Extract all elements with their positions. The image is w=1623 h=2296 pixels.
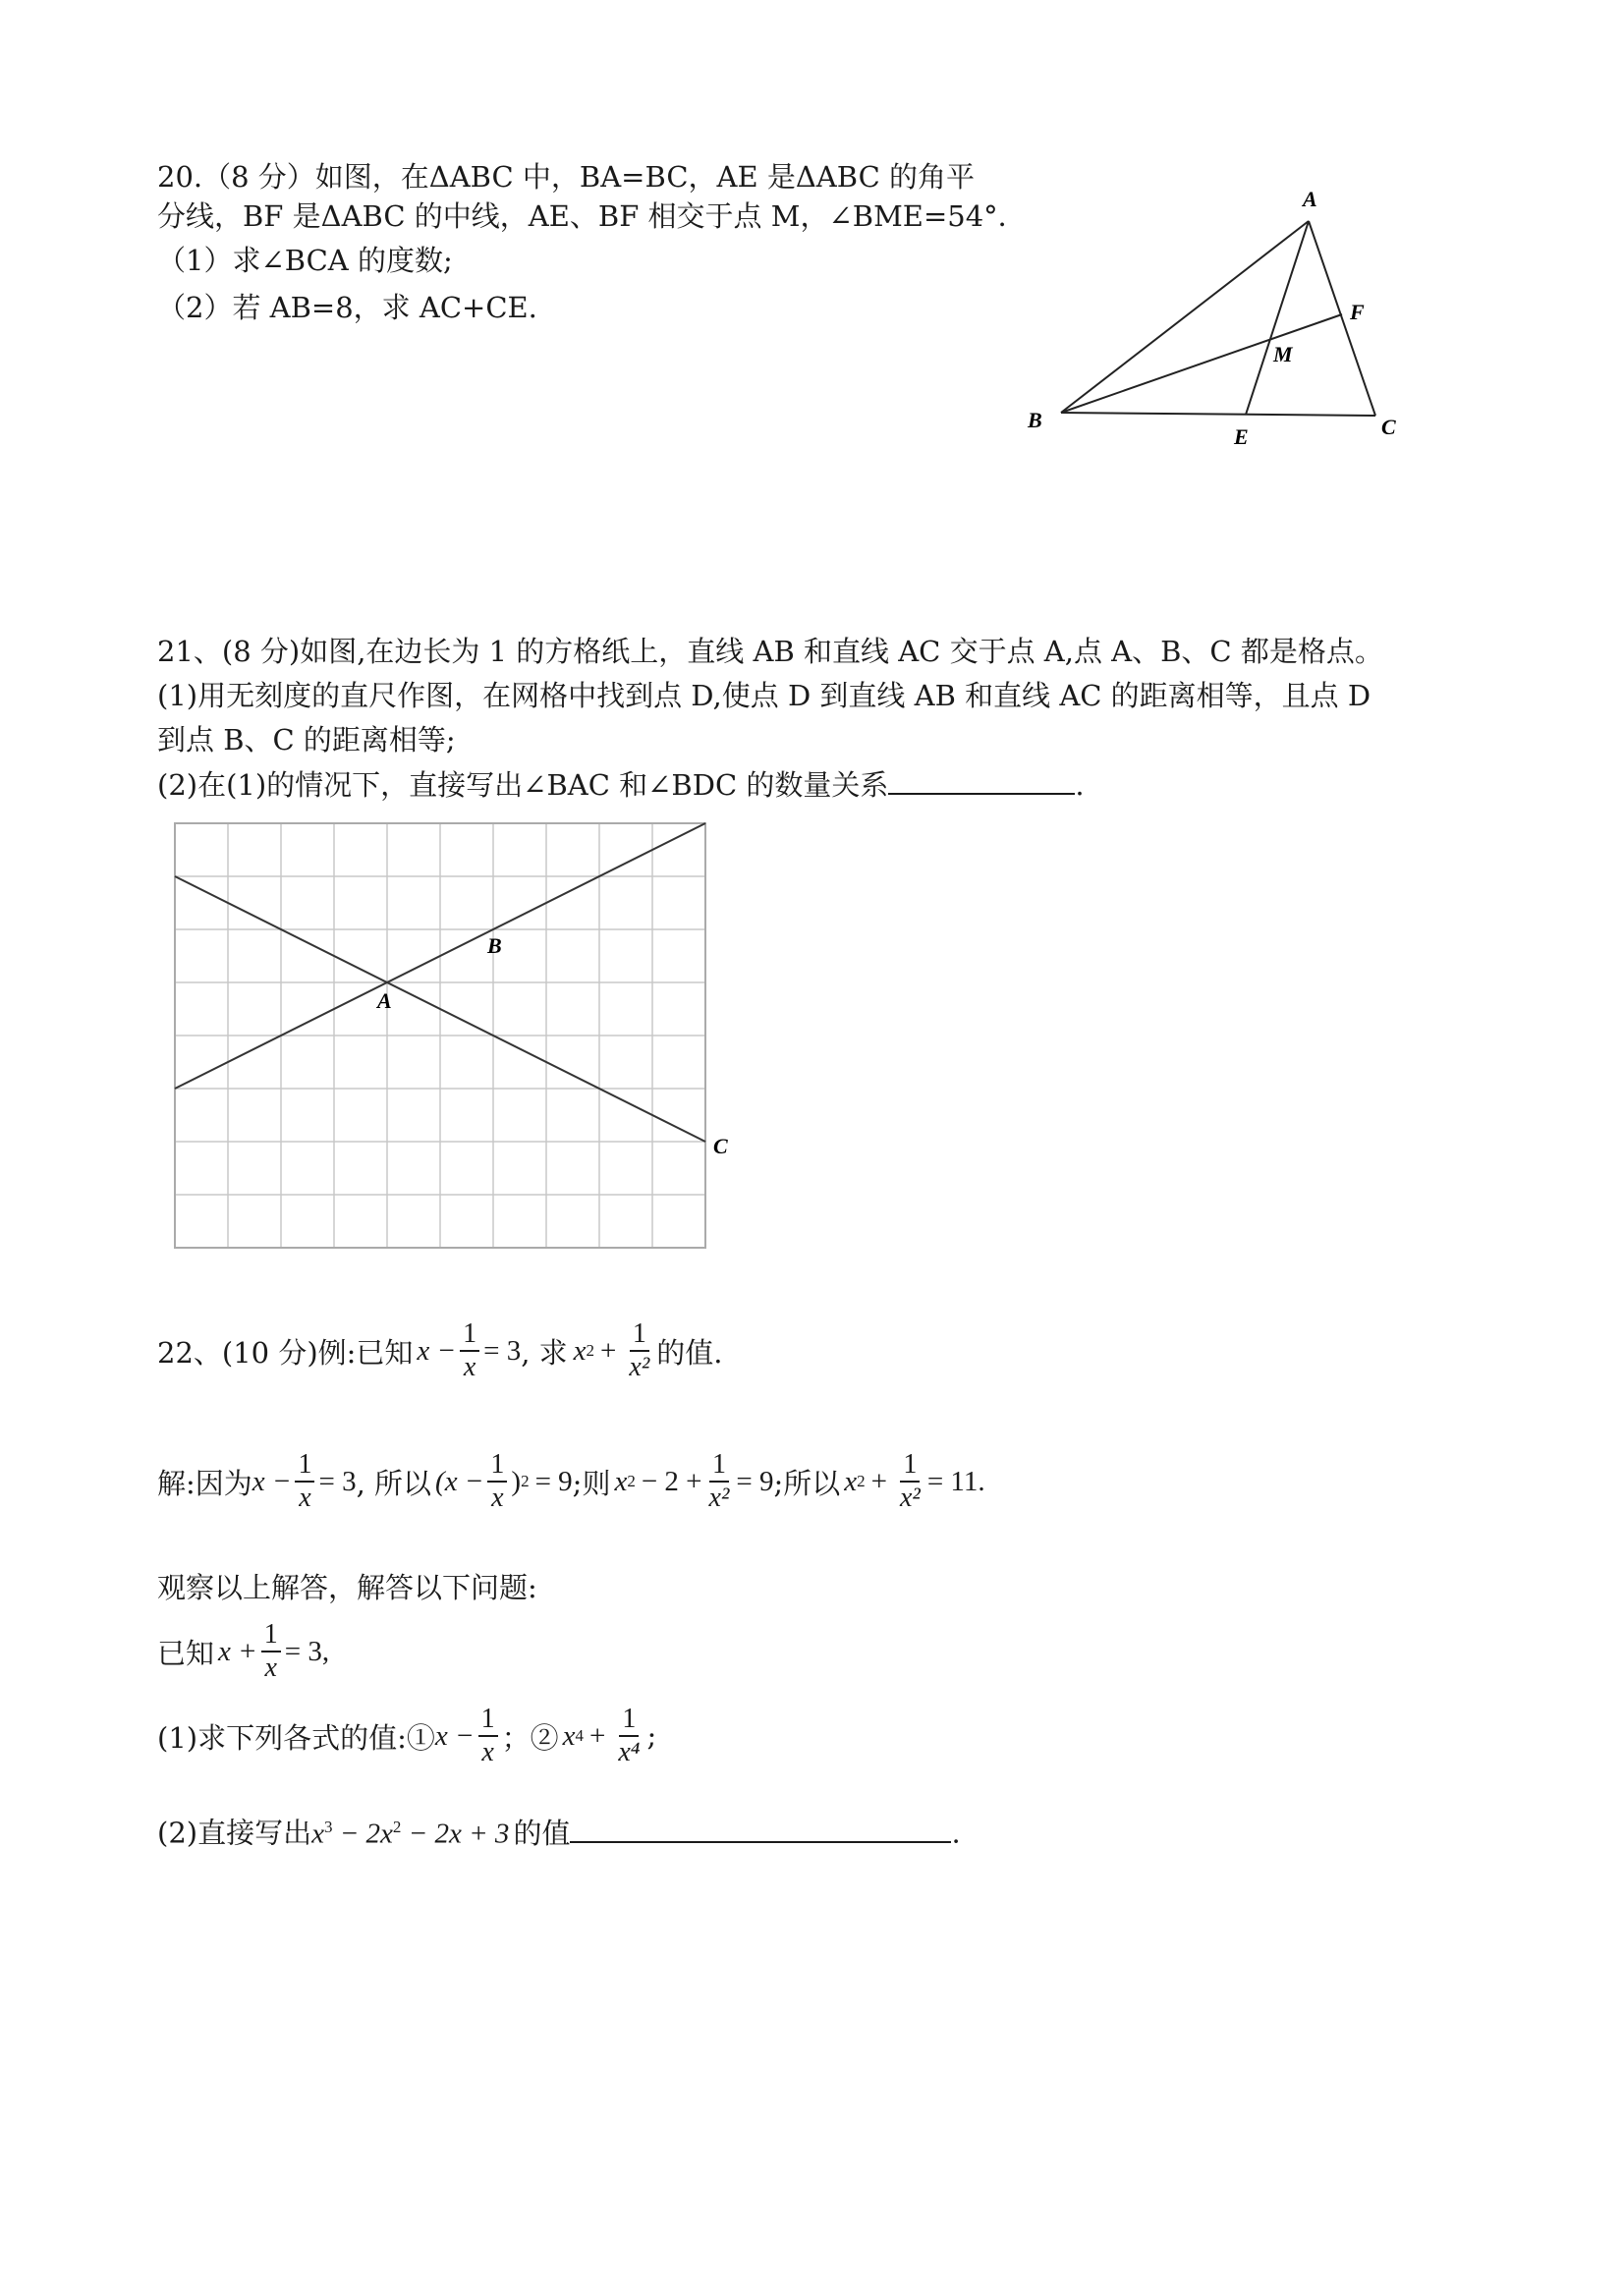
q21-line-4 <box>157 763 1085 805</box>
q22-solution: 解:因为 x − $\frac{1}{x}$ = 3 , 所以 (x − $\frac{1}{x}$ ) 2 = 9 ;则 x 2 − 2 + $\frac{1}{\text{x²}}$ = 9 ;所以 x 2 + $\frac{1}{\text{x²}}$ = 11. <box>157 1449 985 1513</box>
q22-part-1: (1)求下列各式的值:① x − $\frac{1}{x}$ ；② x 4 + $\frac{1}{\text{x⁴}}$ ; <box>157 1704 657 1767</box>
label-F: F <box>1350 300 1365 324</box>
grid-label-B: B <box>487 933 502 958</box>
label-A: A <box>1303 187 1317 211</box>
q22-example: 22、(10 分)例:已知 x − $\frac{1}{x}$ = 3 , 求 x 2 + $\frac{1}{\text{x²}}$ 的值. <box>157 1318 723 1382</box>
grid-label-C: C <box>713 1134 728 1158</box>
fraction-1-over-x: $\frac{1}{x}$ <box>460 1318 479 1383</box>
q22-observe: 观察以上解答，解答以下问题: <box>157 1571 537 1604</box>
label-E: E <box>1234 424 1249 449</box>
q22-part-2: (2)直接写出$x^3 - 2x^2 - 2x + 3$ 的值 . <box>157 1808 961 1854</box>
label-C: C <box>1381 415 1396 439</box>
q21-line-3: 到点 B、C 的距离相等; <box>157 723 456 756</box>
q21-line-1: 21、(8 分)如图,在边长为 1 的方格纸上，直线 AB 和直线 AC 交于点 A,点 A、B、C 都是格点。 <box>157 635 1383 668</box>
grid-figure <box>167 815 747 1258</box>
q21-line-2: (1)用无刻度的直尺作图，在网格中找到点 D,使点 D 到直线 AB 和直线 AC 的距离相等，且点 D <box>157 679 1371 712</box>
q20-part-2: （2）若 AB=8，求 AC+CE. <box>157 291 537 324</box>
q20-part-1: （1）求∠BCA 的度数; <box>157 244 453 277</box>
q21-part-2-end: . <box>1075 768 1085 802</box>
q20-line-1: 20.（8 分）如图，在ΔABC 中，BA=BC，AE 是ΔABC 的角平 <box>157 160 975 194</box>
label-M: M <box>1273 342 1293 366</box>
answer-blank-21 <box>888 763 1075 795</box>
q20-line-2: 分线，BF 是ΔABC 的中线，AE、BF 相交于点 M，∠BME=54°． <box>157 199 1027 233</box>
q21-part-2-text: (2)在(1)的情况下，直接写出∠BAC 和∠BDC 的数量关系 <box>157 768 889 802</box>
q22-given: 已知 x + $\frac{1}{x}$ = 3, <box>157 1619 330 1683</box>
triangle-figure <box>1012 177 1425 472</box>
fraction-1-over-x2: $\frac{1}{\text{x²}}$ <box>629 1318 650 1382</box>
grid-label-A: A <box>377 988 392 1013</box>
answer-blank-22 <box>570 1812 951 1843</box>
label-B: B <box>1028 408 1042 432</box>
